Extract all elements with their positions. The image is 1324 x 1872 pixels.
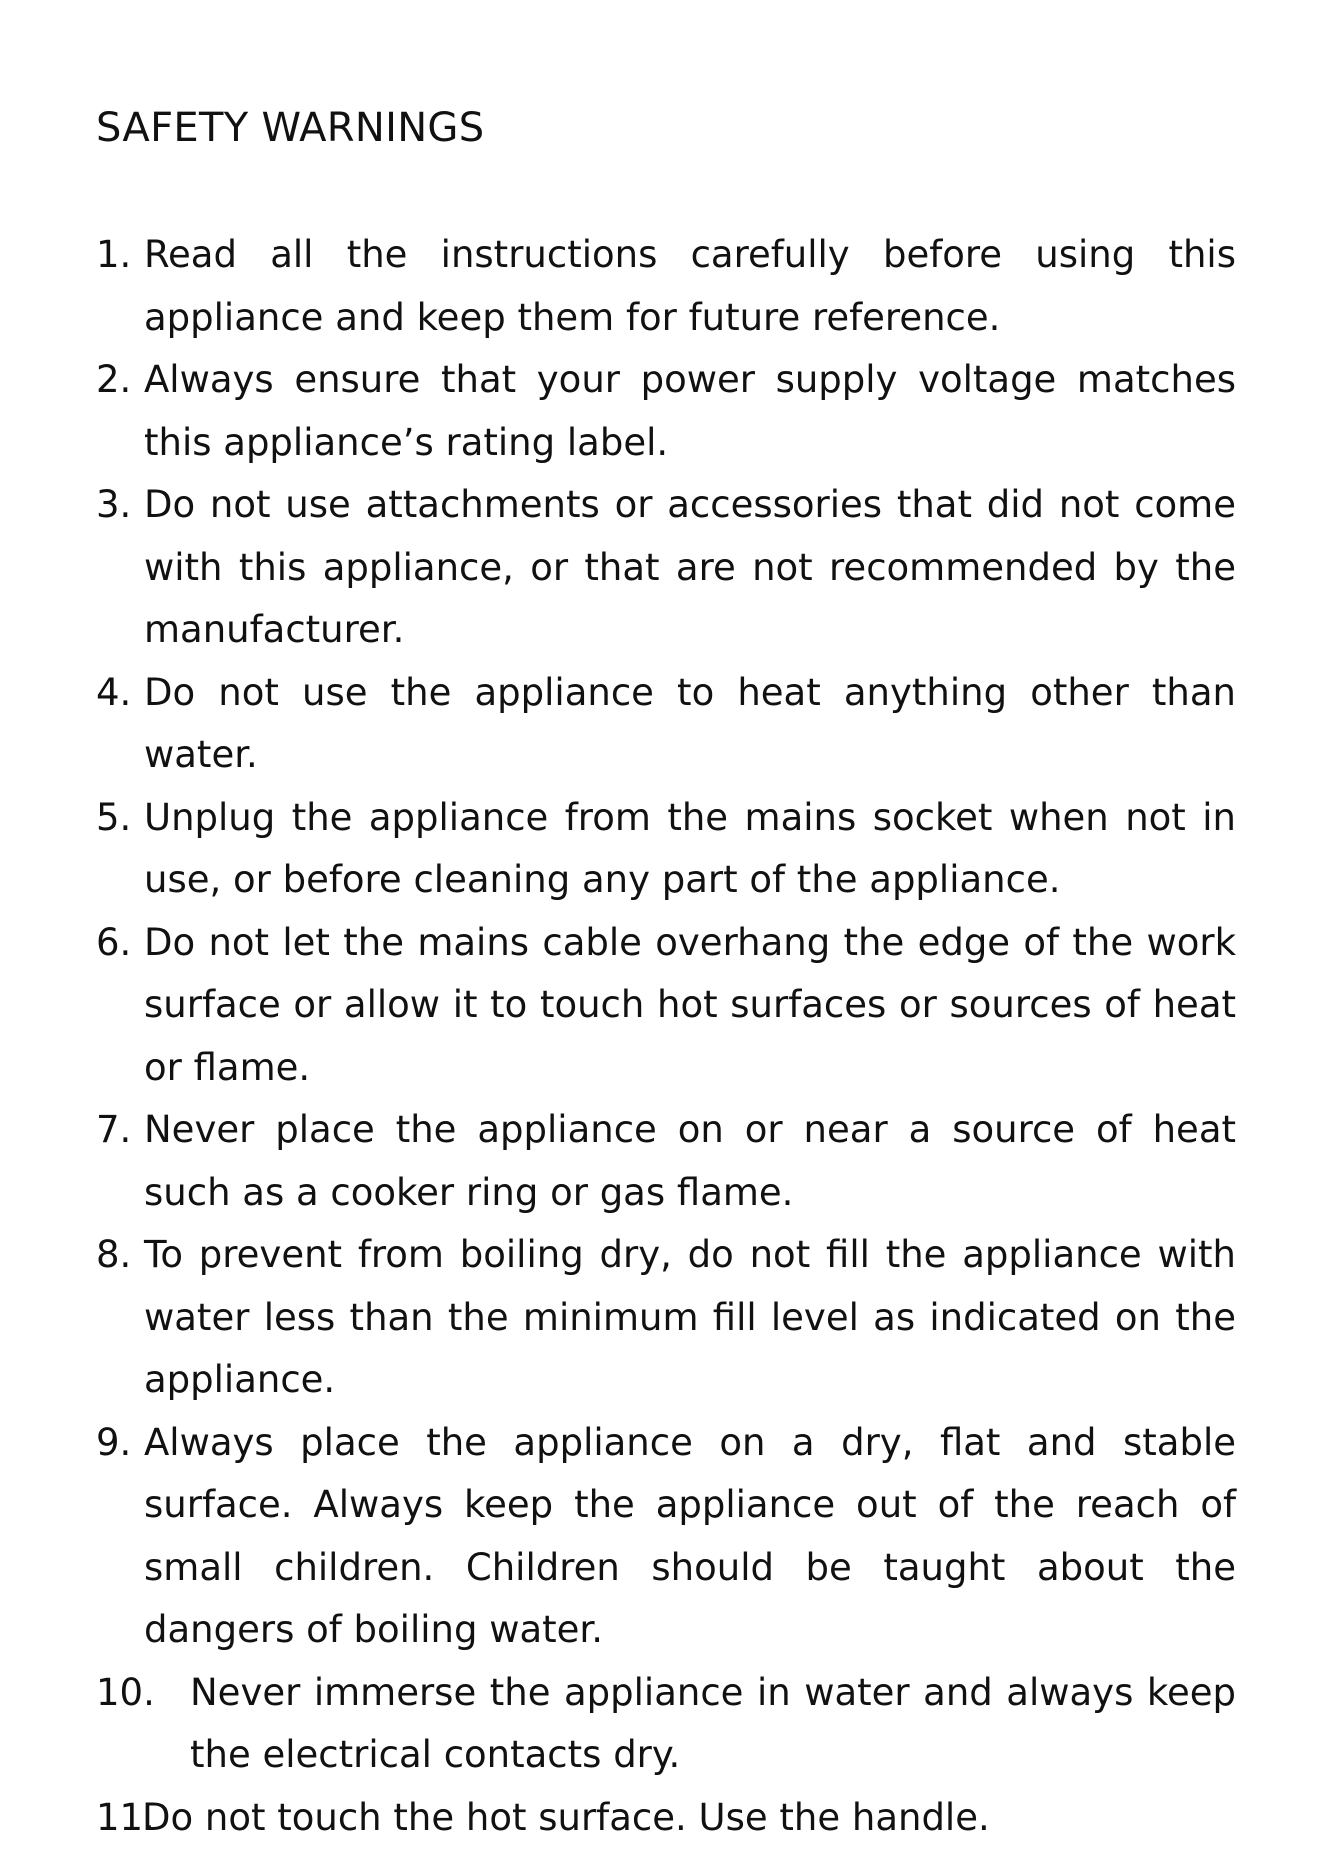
warning-number: 3. (96, 483, 132, 526)
warning-item-1 (96, 224, 1236, 349)
warning-item-3 (96, 474, 1236, 662)
warning-text: Never immerse the appliance in water and always keep the electrical contacts dry. (190, 1670, 1236, 1776)
warning-number: 11. (96, 1795, 155, 1839)
warning-text: Never place the appliance on or near a source of heat such as a cooker ring or gas flame. (144, 1108, 1236, 1214)
safety-warnings-list (96, 224, 1236, 1849)
document-page (96, 100, 1236, 1849)
warning-text: Do not touch the hot surface. Use the handle. (142, 1795, 990, 1839)
warning-number: 1. (96, 233, 132, 276)
page-title: SAFETY WARNINGS (96, 105, 485, 151)
warning-text: Do not let the mains cable overhang the edge of the work surface or allow it to touch hot surfaces or sources of heat or flame. (144, 920, 1236, 1089)
warning-text: Always ensure that your power supply voltage matches this appliance’s rating label. (144, 358, 1236, 464)
warning-item-7 (96, 1099, 1236, 1224)
warning-number: 9. (96, 1420, 132, 1464)
warning-text: Always place the appliance on a dry, flat and stable surface. Always keep the appliance out of the reach of small children. Children should be taught about the dangers of boiling water. (144, 1420, 1236, 1651)
warning-item-11 (96, 1787, 1236, 1850)
warning-item-10 (96, 1662, 1236, 1787)
warning-text: To prevent from boiling dry, do not fill the appliance with water less than the minimum fill level as indicated on the appliance. (144, 1233, 1236, 1401)
warning-number: 7. (96, 1108, 132, 1151)
warning-text: Read all the instructions carefully before using this appliance and keep them for future reference. (144, 233, 1236, 339)
warning-number: 4. (96, 670, 132, 714)
warning-number: 10. (96, 1670, 155, 1714)
warning-text: Unplug the appliance from the mains socket when not in use, or before cleaning any part of the appliance. (144, 795, 1236, 901)
warning-text: Do not use attachments or accessories that did not come with this appliance, or that are not recommended by the manufacturer. (144, 483, 1236, 651)
warning-item-2 (96, 349, 1236, 474)
warning-item-6 (96, 912, 1236, 1100)
warning-item-9 (96, 1412, 1236, 1662)
warning-number: 6. (96, 920, 132, 964)
warning-item-8 (96, 1224, 1236, 1412)
warning-number: 2. (96, 358, 132, 401)
warning-number: 5. (96, 795, 132, 839)
warning-item-5 (96, 787, 1236, 912)
warning-number: 8. (96, 1233, 132, 1276)
warning-text: Do not use the appliance to heat anything other than water. (144, 670, 1236, 776)
warning-item-4 (96, 662, 1236, 787)
